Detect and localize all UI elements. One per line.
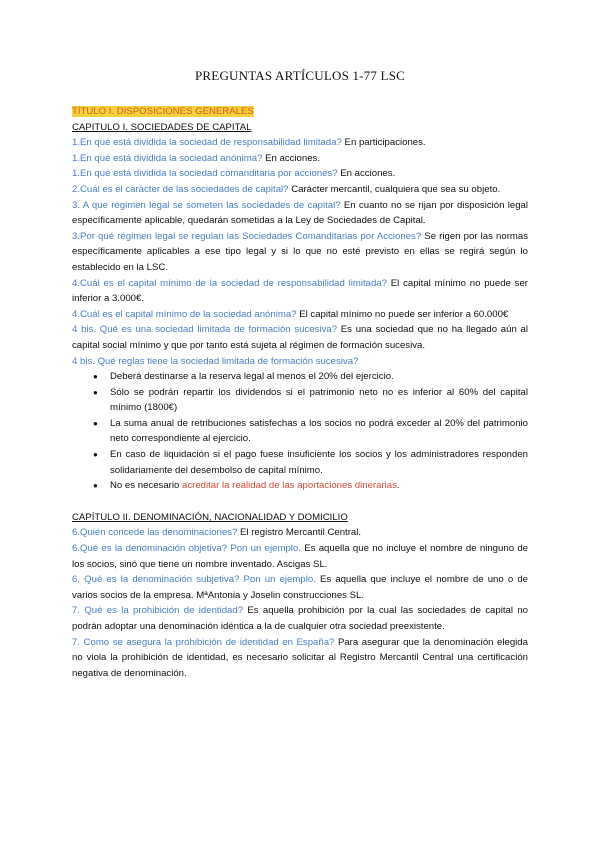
- qa-item: [72, 635, 528, 682]
- question: 1.En qué está dividida la sociedad anónima?: [72, 152, 263, 164]
- answer: Es aquella prohibición por la cual las sociedades de capital no podrán adoptar una denominación idéntica a la de cualquier otra sociedad preexistente.: [72, 605, 528, 632]
- question: 6.Quién concede las denominaciones?: [72, 527, 238, 539]
- qa-item: [72, 572, 528, 603]
- answer: Se rigen por las normas específicamente aplicables a ese tipo legal y si lo que no esté previsto en ellas se regirá según lo establecido en la LSC.: [72, 230, 529, 273]
- question: 2.Cuál es el carácter de las sociedades de capital?: [72, 183, 289, 195]
- question: 7. Como se asegura la prohibición de identidad en España?: [72, 636, 335, 648]
- list-item: ● La suma anual de retribuciones satisfechas a los socios no podrá exceder al 20% del patrimonio neto correspondiente al ejercicio.: [93, 417, 528, 445]
- question: 1.En qué está dividida la sociedad de responsabilidad limitada?: [72, 137, 342, 149]
- answer: En cuanto no se rijan por disposición legal específicamente aplicable, quedarán sometidas a la Ley de Sociedades de Capital.: [72, 199, 528, 227]
- answer: En participaciones.: [341, 137, 426, 149]
- bullet-icon: ●: [93, 418, 98, 428]
- qa-item: [72, 307, 528, 323]
- question: 4.Cuál es el capital mínimo de la sociedad anónima?: [72, 308, 297, 320]
- qa-item: [72, 166, 528, 182]
- section-title: TÍTULO I. DISPOSICIONES GENERALES: [72, 106, 254, 117]
- chapter-heading-1: CAPITULO I. SOCIEDADES DE CAPITAL: [72, 121, 252, 133]
- question: 6. Qué es la denominación subjetiva? Pon un ejemplo.: [72, 574, 316, 586]
- page-title: PREGUNTAS ARTÍCULOS 1-77 LSC: [195, 68, 405, 83]
- rules-list: [72, 369, 528, 494]
- spacer: [72, 494, 528, 510]
- question: 4 bis. Qué es una sociedad limitada de formación sucesiva?: [72, 324, 338, 336]
- answer: El capital mínimo no puede ser inferior a 3.000€.: [72, 277, 528, 305]
- qa-item: [72, 276, 528, 307]
- answer: En acciones.: [337, 168, 396, 180]
- qa-item: [72, 151, 528, 167]
- list-item: ● Deberá destinarse a la reserva legal al menos el 20% del ejercicio.: [110, 369, 528, 385]
- question: 4 bis. Qué reglas tiene la sociedad limitada de formación sucesiva?: [72, 355, 359, 367]
- question: 3. A que régimen legal se someten las sociedades de capital?: [72, 199, 341, 211]
- chapter-heading-2: CAPÍTULO II. DENOMINACIÓN, NACIONALIDAD Y DOMICILIO: [72, 511, 348, 523]
- question: 4.Cuál es el capital mínimo de la sociedad de responsabilidad limitada?: [72, 277, 387, 289]
- list-item: ● Sólo se podrán repartir los dividendos si el patrimonio neto no es inferior al 60% del capital mínimo (1800€): [93, 386, 528, 414]
- question: 6.Qué es la denominación objetiva? Pon un ejemplo.: [72, 543, 301, 555]
- answer: El registro Mercantil Central.: [237, 527, 362, 539]
- bullet-icon: ●: [93, 387, 98, 397]
- qa-item: [72, 354, 528, 370]
- qa-item: [72, 541, 528, 572]
- bullet-icon: ●: [93, 481, 98, 491]
- answer: El capital mínimo no puede ser inferior a 60.000€: [296, 308, 509, 320]
- qa-item: [72, 198, 528, 229]
- bullet-icon: ●: [93, 372, 98, 382]
- list-item: ● En caso de liquidación si el pago fuese insuficiente los socios y los administradores responden solidariamente del desembolso de capital mínimo.: [93, 449, 528, 476]
- qa-item: [72, 229, 528, 276]
- answer: Es aquella que no incluye el nombre de ninguno de los socios, sinó que tiene un nombre inventado. Ascigas SL.: [72, 543, 528, 570]
- answer: Para asegurar que la denominación elegida no viola la prohibición de identidad, es necesario solicitar al Registro Mercantil Central una certificación negativa de denominación.: [72, 636, 528, 679]
- qa-item: [72, 135, 528, 151]
- question: 1.En qué está dividida la sociedad comanditaria por acciones?: [72, 168, 338, 180]
- qa-item: [72, 603, 528, 634]
- answer: En acciones.: [262, 152, 321, 164]
- document-content: [72, 68, 528, 681]
- qa-item: [72, 182, 528, 198]
- answer: Carácter mercantil, cualquiera que sea su objeto.: [288, 183, 501, 195]
- answer: Es aquella que incluye el nombre de uno o de varios socios de la empresa. MªAntonia y Joselin construcciones SL.: [72, 574, 529, 601]
- question: 3.Por qué régimen legal se regulan las Sociedades Comanditarias por Acciones?: [72, 230, 422, 242]
- bullet-icon: ●: [93, 450, 98, 460]
- question: 7. Qué es la prohibición de identidad?: [72, 605, 244, 617]
- answer: Es una sociedad que no ha llegado aún al capital social mínimo y que por tanto está sujeta al régimen de formación sucesiva.: [72, 324, 528, 351]
- qa-item: [72, 525, 528, 541]
- highlighted-text: acreditar la realidad de las aportaciones dinerarias: [182, 480, 397, 492]
- qa-item: [72, 322, 528, 353]
- list-item: ● No es necesario acreditar la realidad de las aportaciones dinerarias.: [110, 478, 528, 494]
